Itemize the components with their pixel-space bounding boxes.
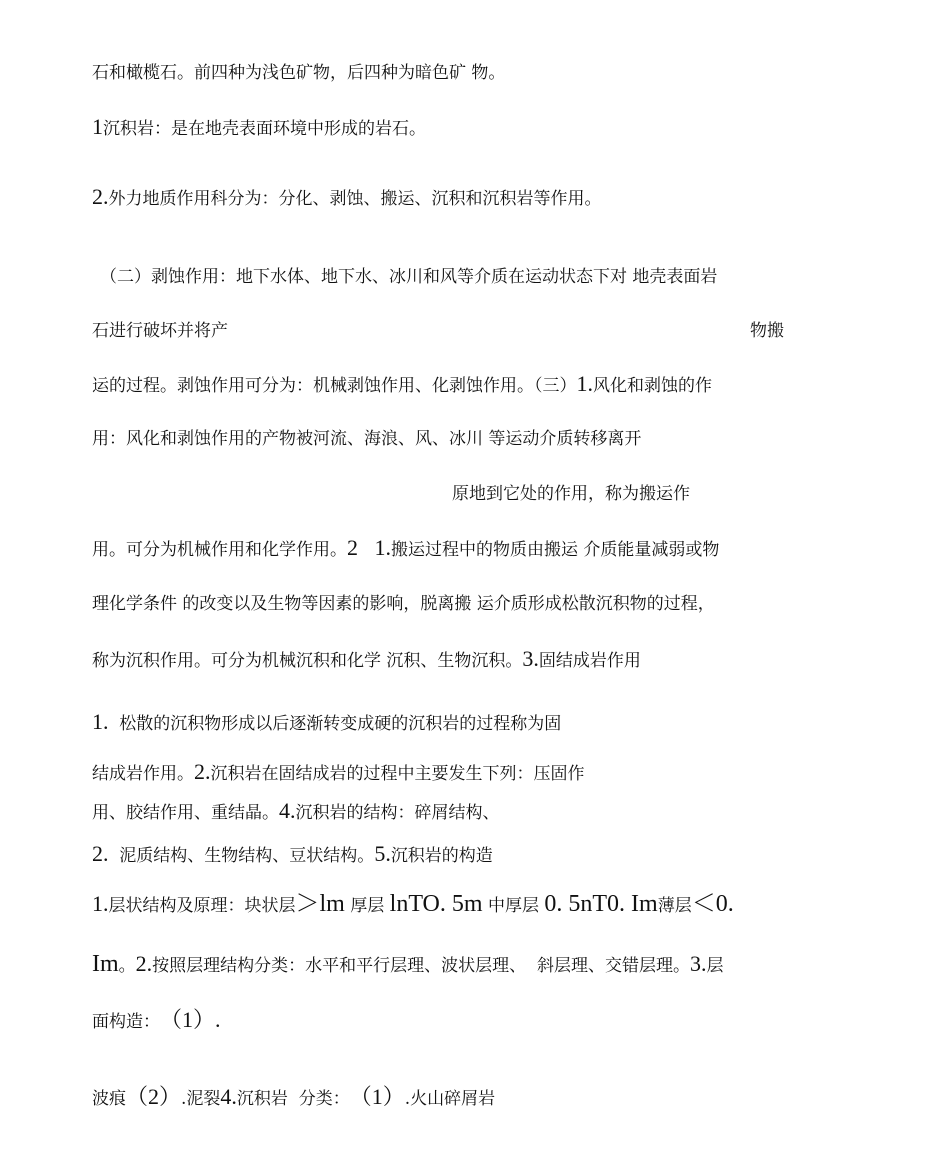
text-line-5a: 石进行破坏并将产 xyxy=(92,321,228,341)
text-segment: 用、胶结作用、重结晶。 xyxy=(92,803,279,823)
text-line-15 xyxy=(92,843,493,867)
text-segment: 搬运过程中的物质由搬运 介质能量减弱或物 xyxy=(391,540,720,560)
item-number: 4. xyxy=(279,798,296,823)
text-line-10: 理化学条件 的改变以及生物等因素的影响，脱离搬 运介质形成松散沉积物的过程， xyxy=(92,594,715,614)
item-number: 1. xyxy=(92,891,109,916)
text-segment: 。 xyxy=(118,956,136,976)
text-segment: 结成岩作用。 xyxy=(92,764,194,784)
item-number: 4. xyxy=(220,1084,237,1109)
text-line-6 xyxy=(92,373,712,397)
text-line-8: 原地到它处的作用，称为搬运作 xyxy=(452,484,690,504)
text-line-19 xyxy=(92,1083,495,1113)
text-segment: 薄层 xyxy=(657,896,692,916)
item-number: 2. xyxy=(135,951,153,976)
item-number: 5. xyxy=(374,841,391,866)
text-segment: 沉积岩的结构：碎屑结构、 xyxy=(295,803,500,823)
text-segment: 按照层理结构分类：水平和平行层理、波状层理、 斜层理、交错层理。 xyxy=(152,956,690,976)
measurement: ＜0. xyxy=(691,891,734,917)
item-number: 2. xyxy=(92,184,109,209)
text-segment: 风化和剥蚀的作 xyxy=(593,376,712,396)
text-line-12 xyxy=(92,711,561,735)
text-segment: 沉积岩的构造 xyxy=(390,846,493,866)
text-segment: 厚层 xyxy=(344,896,390,916)
text-line-2 xyxy=(92,116,426,140)
text-segment: 固结成岩作用 xyxy=(538,651,641,671)
measurement: 0. 5nT0. Im xyxy=(544,891,658,917)
text-segment: 外力地质作用科分为：分化、剥蚀、搬运、沉积和沉积岩等作用。 xyxy=(108,189,602,209)
item-number: 2. xyxy=(194,759,211,784)
text-line-11 xyxy=(92,648,641,672)
text-segment: 层状结构及原理：块状层 xyxy=(108,896,296,916)
text-segment: 运的过程。剥蚀作用可分为：机械剥蚀作用、化剥蚀作用。（三） xyxy=(92,376,577,396)
measurement: ＞lm xyxy=(295,891,345,917)
item-number: （2） xyxy=(126,1084,182,1109)
text-line-18 xyxy=(92,1006,221,1036)
item-number: 2 1. xyxy=(347,535,391,560)
item-number: 3. xyxy=(689,951,707,976)
text-segment: .泥裂 xyxy=(181,1089,221,1109)
text-segment: 中厚层 xyxy=(482,896,545,916)
text-line-14 xyxy=(92,800,500,824)
text-segment: .火山碎屑岩 xyxy=(404,1089,496,1109)
item-number: （1）. xyxy=(160,1007,221,1032)
measurement: lnTO. 5m xyxy=(389,891,483,917)
text-segment: 波痕 xyxy=(92,1089,126,1109)
text-segment: 沉积岩：是在地壳表面环境中形成的岩石。 xyxy=(103,119,426,139)
item-number: 1. xyxy=(576,371,593,396)
text-line-17 xyxy=(92,950,723,980)
text-line-13 xyxy=(92,761,585,785)
text-line-4: （二）剥蚀作用：地下水体、地下水、冰川和风等介质在运动状态下对 地壳表面岩 xyxy=(100,267,718,287)
text-segment: 沉积岩 分类： xyxy=(236,1089,350,1109)
text-segment: 用。可分为机械作用和化学作用。 xyxy=(92,540,347,560)
text-line-3 xyxy=(92,186,602,210)
text-line-16 xyxy=(92,890,734,920)
item-number: 1 xyxy=(92,114,103,139)
text-segment: 称为沉积作用。可分为机械沉积和化学 沉积、生物沉积。 xyxy=(92,651,523,671)
text-line-9 xyxy=(92,537,719,561)
text-line-5b: 物搬 xyxy=(750,321,784,341)
text-line-7: 用：风化和剥蚀作用的产物被河流、海浪、风、冰川 等运动介质转移离开 xyxy=(92,429,642,449)
text-segment: 沉积岩在固结成岩的过程中主要发生下列：压固作 xyxy=(210,764,585,784)
item-number: 3. xyxy=(522,646,539,671)
item-number: 2. xyxy=(92,841,109,866)
text-segment: 面构造： xyxy=(92,1012,160,1032)
text-line-1: 石和橄榄石。前四种为浅色矿物，后四种为暗色矿 物。 xyxy=(92,63,506,83)
item-number: （1） xyxy=(349,1084,405,1109)
text-segment: 松散的沉积物形成以后逐渐转变成硬的沉积岩的过程称为固 xyxy=(108,714,562,734)
measurement: Im xyxy=(92,951,119,977)
text-segment: 泥质结构、生物结构、豆状结构。 xyxy=(108,846,375,866)
item-number: 1. xyxy=(92,709,109,734)
text-segment: 层 xyxy=(706,956,724,976)
